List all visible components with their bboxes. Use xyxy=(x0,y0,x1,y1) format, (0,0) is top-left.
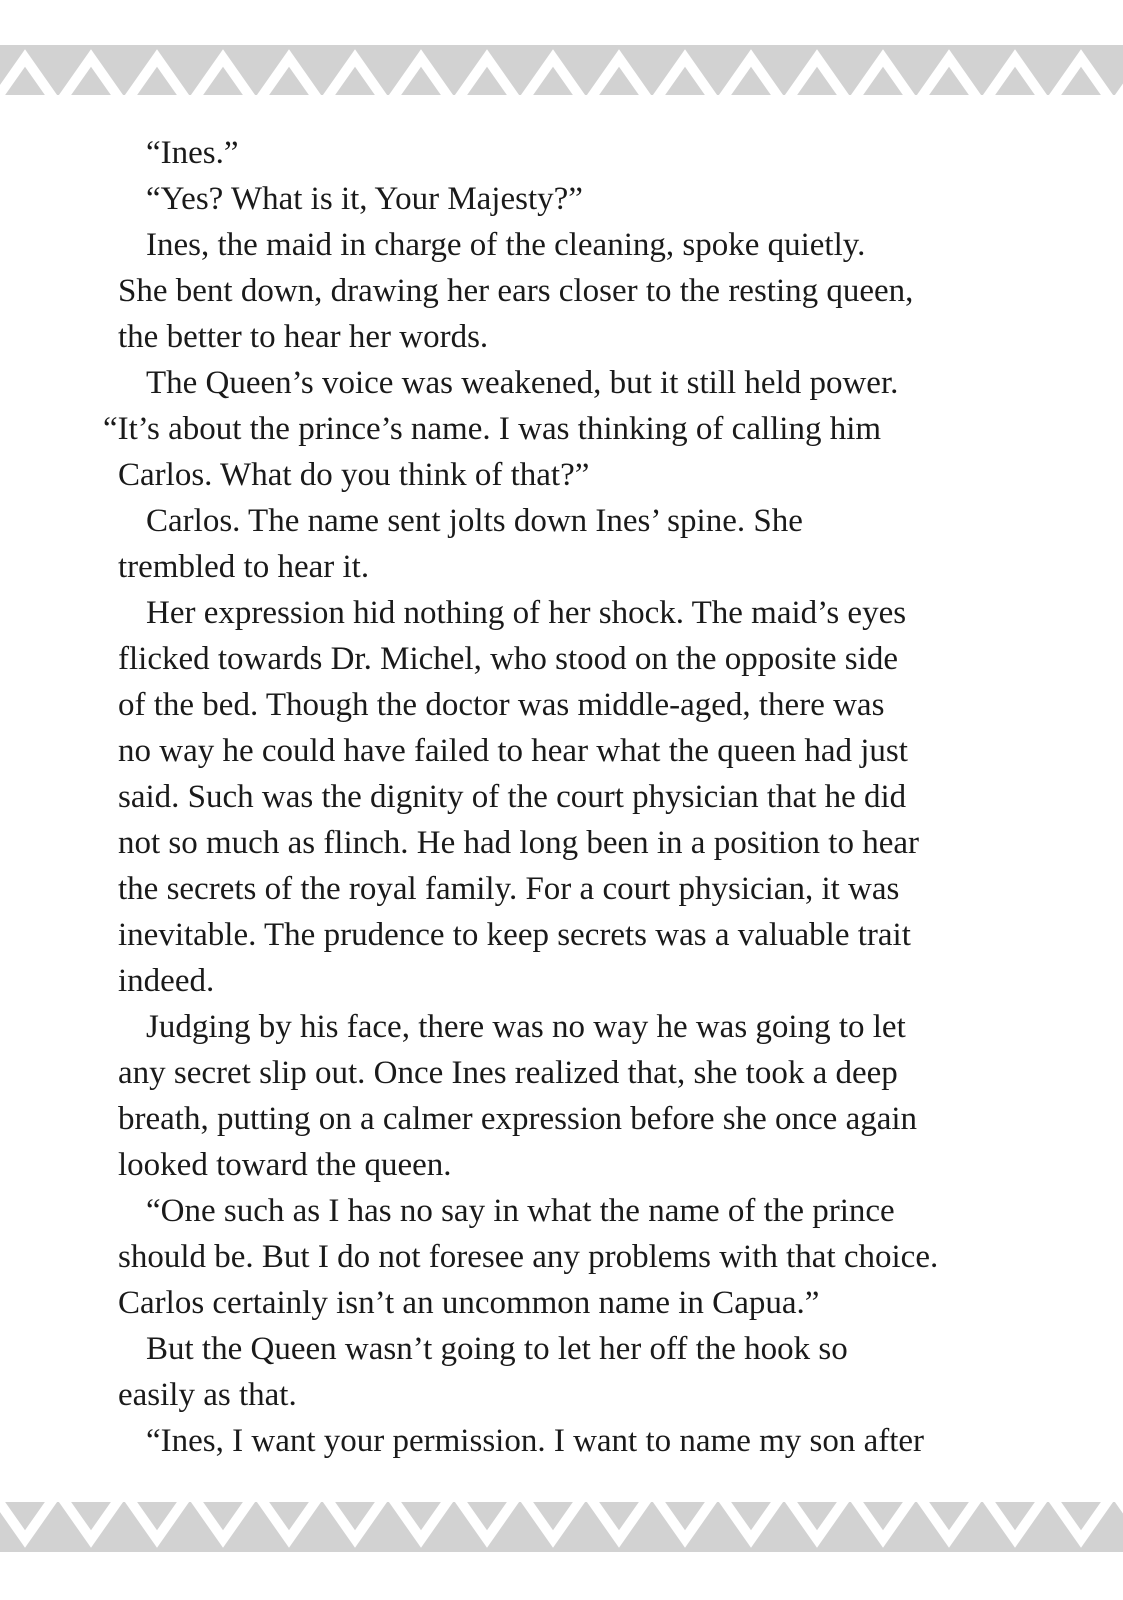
text-line: indeed. xyxy=(118,963,215,999)
page-text xyxy=(103,130,1013,1464)
triangle-border-bottom xyxy=(0,1502,1123,1552)
text-line: any secret slip out. Once Ines realized that, she took a deep xyxy=(118,1055,898,1091)
text-line: looked toward the queen. xyxy=(118,1147,452,1183)
text-line: the secrets of the royal family. For a court physician, it was xyxy=(118,871,900,907)
text-line: But the Queen wasn’t going to let her off the hook so xyxy=(146,1331,848,1367)
text-line: Carlos. The name sent jolts down Ines’ spine. She xyxy=(146,503,803,539)
text-line: Her expression hid nothing of her shock. The maid’s eyes xyxy=(146,595,907,631)
text-line: Judging by his face, there was no way he was going to let xyxy=(146,1009,906,1045)
text-line: not so much as flinch. He had long been in a position to hear xyxy=(118,825,919,861)
text-line: Carlos. What do you think of that?” xyxy=(118,457,590,493)
text-line: said. Such was the dignity of the court physician that he did xyxy=(118,779,907,815)
text-line: “One such as I has no say in what the name of the prince xyxy=(146,1193,895,1229)
text-line: “Ines.” xyxy=(146,135,239,171)
text-line: flicked towards Dr. Michel, who stood on the opposite side xyxy=(118,641,898,677)
text-line: The Queen’s voice was weakened, but it still held power. xyxy=(146,365,899,401)
text-line: Carlos certainly isn’t an uncommon name in Capua.” xyxy=(118,1285,820,1321)
text-line: no way he could have failed to hear what the queen had just xyxy=(118,733,908,769)
text-line: the better to hear her words. xyxy=(118,319,489,355)
text-line: should be. But I do not foresee any problems with that choice. xyxy=(118,1239,939,1275)
text-line: She bent down, drawing her ears closer to the resting queen, xyxy=(118,273,914,309)
text-line: “Yes? What is it, Your Majesty?” xyxy=(146,181,583,217)
text-line: breath, putting on a calmer expression before she once again xyxy=(118,1101,918,1137)
text-line: “Ines, I want your permission. I want to name my son after xyxy=(146,1423,925,1459)
text-line: trembled to hear it. xyxy=(118,549,370,585)
text-line: Ines, the maid in charge of the cleaning, spoke quietly. xyxy=(146,227,866,263)
text-line: easily as that. xyxy=(118,1377,297,1413)
text-line: “It’s about the prince’s name. I was thinking of calling him xyxy=(103,411,882,447)
text-line: of the bed. Though the doctor was middle-aged, there was xyxy=(118,687,885,723)
text-line: inevitable. The prudence to keep secrets was a valuable trait xyxy=(118,917,911,953)
triangle-border-top xyxy=(0,45,1123,95)
